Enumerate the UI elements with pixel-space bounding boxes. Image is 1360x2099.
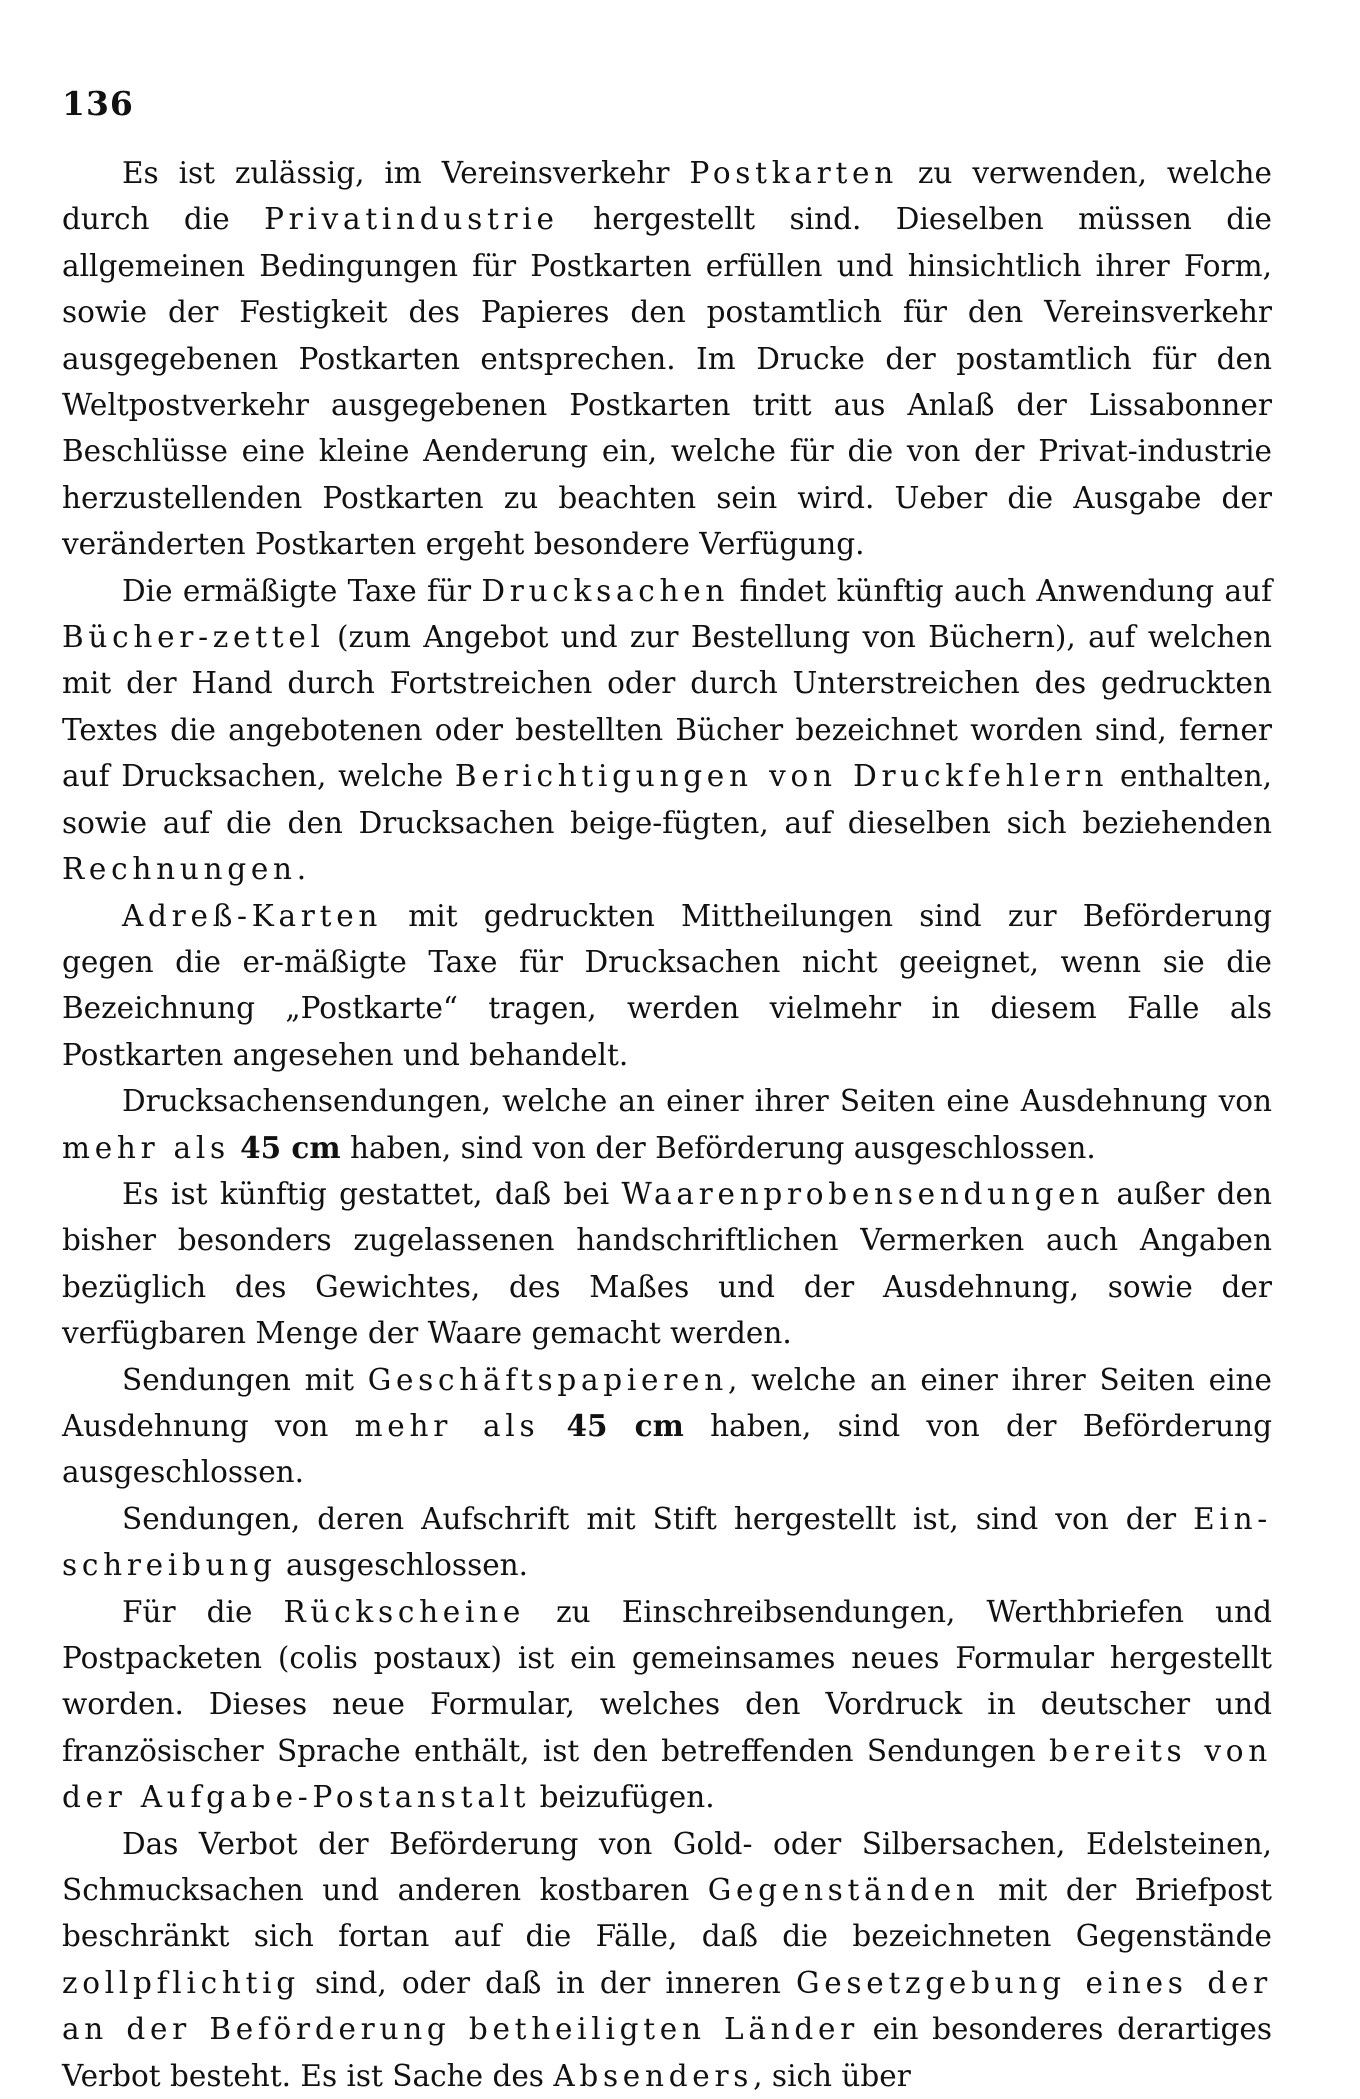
paragraph	[62, 150, 1272, 568]
text-run: Es ist künftig gestattet, daß bei	[122, 1176, 622, 1211]
spaced-emphasis-text: Rechnungen.	[62, 852, 311, 887]
text-run: außer den bisher besonders zugelassenen handschriftlichen Vermerken auch Angaben bezüglich des Gewichtes, des Maßes und der Ausdehnung, sowie der verfügbaren Menge der Waare gemacht werden.	[62, 1176, 1273, 1351]
text-run: mit gedruckten Mittheilungen sind zur Beförderung gegen die er-mäßigte Taxe für Drucksachen nicht geeignet, wenn sie die Bezeichnung „Postkarte“ tragen, werden vielmehr in diesem Falle als Postkarten angesehen und behandelt.	[62, 898, 1272, 1072]
text-run: ausgeschlossen.	[276, 1548, 529, 1583]
spaced-emphasis-text: bereits von der Aufgabe-Postanstalt	[62, 1733, 1272, 1815]
text-run: zu Einschreibsendungen, Werthbriefen und Postpacketen (colis postaux) ist ein gemeinsames neues Formular hergestellt worden. Dieses neue Formular, welches den Vordruck in deutscher und französischer Sprache enthält, ist den betreffenden Sendungen	[62, 1594, 1272, 1768]
spaced-emphasis-text: Adreß-Karten	[122, 898, 383, 933]
text-run: enthalten, sowie auf die den Drucksachen beige-fügten, auf dieselben sich beziehenden	[62, 759, 1272, 840]
spaced-emphasis-text: mehr als	[62, 1130, 230, 1165]
spaced-emphasis-text: Berichtigungen von Druckfehlern	[454, 759, 1109, 794]
text-run: Sendungen mit	[122, 1362, 368, 1397]
text-run: ein besonderes derartiges Verbot besteht. Es ist Sache des	[62, 2012, 1272, 2093]
text-run: hergestellt sind. Dieselben müssen die allgemeinen Bedingungen für Postkarten erfüllen und hinsichtlich ihrer Form, sowie der Festigkeit des Papieres den postamtlich für den Vereinsverkehr ausgegebenen Postkarten entsprechen. Im Drucke der postamtlich für den Weltpostverkehr ausgegebenen Postkarten tritt aus Anlaß der Lissabonner Beschlüsse eine kleine Aenderung ein, welche für die von der Privat-industrie herzustellenden Postkarten zu beachten sein wird. Ueber die Ausgabe der veränderten Postkarten ergeht besondere Verfügung.	[62, 202, 1272, 562]
text-run: sind, oder daß in der inneren	[299, 1965, 796, 2000]
text-run: Es ist zulässig, im Vereinsverkehr	[122, 156, 690, 190]
paragraph	[62, 1078, 1272, 1171]
paragraph	[62, 1357, 1272, 1496]
bold-text: 45 cm	[229, 1129, 341, 1165]
paragraph	[62, 1821, 1272, 2099]
text-run: haben, sind von der Beförderung ausgeschlossen.	[62, 1408, 1272, 1490]
text-run: , sich über	[753, 2058, 911, 2093]
spaced-emphasis-text: Privatindustrie	[264, 202, 559, 237]
spaced-emphasis-text: Waarenprobensendungen	[621, 1176, 1105, 1211]
spaced-emphasis-text: Drucksachen	[481, 573, 730, 608]
bold-text: 45 cm	[539, 1407, 684, 1443]
paragraph	[62, 568, 1272, 893]
text-run: findet künftig auch Anwendung auf	[729, 573, 1272, 608]
text-run: mit der Briefpost beschränkt sich fortan auf die Fälle, daß die bezeichneten Gegenstände	[62, 1873, 1272, 1954]
spaced-emphasis-text: zollpflichtig	[62, 1965, 300, 2000]
text-run: Die ermäßigte Taxe für	[122, 573, 482, 608]
spaced-emphasis-text: Rückscheine	[283, 1594, 526, 1629]
paragraph	[62, 1171, 1272, 1357]
text-run: , welche an einer ihrer Seiten eine Ausdehnung von	[62, 1362, 1272, 1443]
text-run: Sendungen, deren Aufschrift mit Stift hergestellt ist, sind von der	[122, 1501, 1194, 1536]
text-run: haben, sind von der Beförderung ausgeschlossen.	[340, 1130, 1096, 1165]
paragraph	[62, 1589, 1272, 1821]
spaced-emphasis-text: Ein-schreibung	[62, 1501, 1272, 1583]
text-run: (zum Angebot und zur Bestellung von Büchern), auf welchen mit der Hand durch Fortstreichen oder durch Unterstreichen des gedruckten Textes die angebotenen oder bestellten Bücher bezeichnet worden sind, ferner auf Drucksachen, welche	[62, 620, 1272, 794]
text-run: beizufügen.	[530, 1780, 715, 1815]
spaced-emphasis-text: mehr als	[354, 1408, 540, 1443]
text-run: Das Verbot der Beförderung von Gold- oder Silbersachen, Edelsteinen, Schmucksachen und anderen kostbaren	[62, 1826, 1272, 1908]
paragraph	[62, 1496, 1272, 1589]
spaced-emphasis-text: Bücher-zettel	[62, 620, 325, 655]
text-run: zu verwenden, welche durch die	[62, 156, 1273, 237]
page-number: 136	[62, 84, 134, 123]
spaced-emphasis-text: Postkarten	[689, 156, 898, 190]
spaced-emphasis-text: Absenders	[553, 2058, 754, 2093]
text-run: Drucksachensendungen, welche an einer ihrer Seiten eine Ausdehnung von	[122, 1084, 1272, 1119]
paragraph	[62, 893, 1272, 1079]
text-run: Für die	[122, 1594, 284, 1629]
body-text	[62, 150, 1272, 2099]
spaced-emphasis-text: Geschäftspapieren	[367, 1362, 728, 1397]
spaced-emphasis-text: Gesetzgebung eines der an der Beförderung betheiligten Länder	[62, 1965, 1272, 2047]
spaced-emphasis-text: Gegenständen	[707, 1873, 980, 1908]
